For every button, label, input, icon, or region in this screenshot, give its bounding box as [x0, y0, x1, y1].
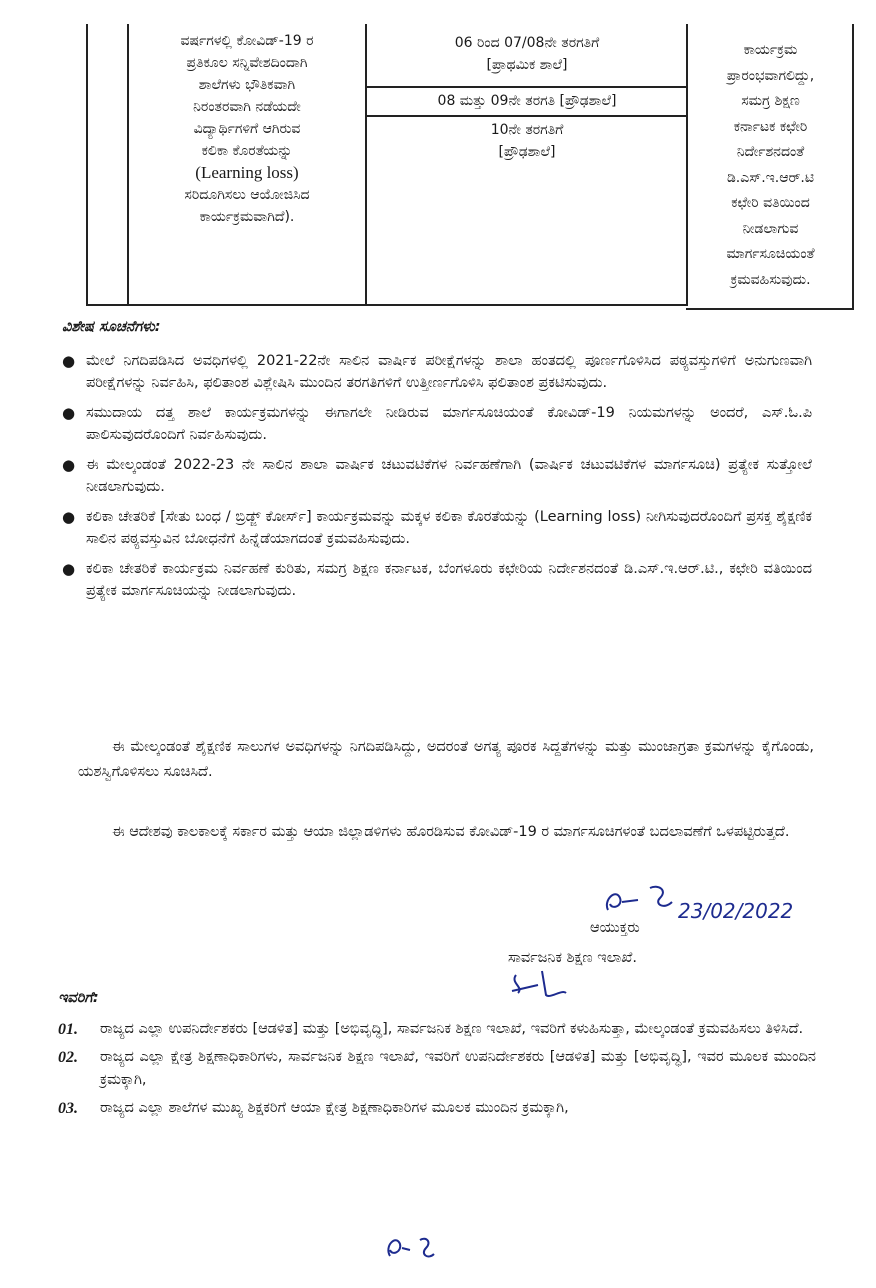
cell-line: ನೀಡಲಾಗುವ [742, 220, 799, 237]
list-item [58, 1097, 816, 1120]
bullet-icon: ● [62, 508, 76, 526]
table-cell-highschool-8-9 [368, 90, 686, 112]
list-item-text: ಸಮುದಾಯ ದತ್ತ ಶಾಲೆ ಕಾರ್ಯಕ್ರಮಗಳನ್ನು ಈಗಾಗಲೇ ನೀಡಿರುವ ಮಾರ್ಗಸೂಚಿಯಂತೆ ಕೋವಿಡ್-19 ನಿಯಮಗಳನ್ನು ಅಂದರೆ, ಎಸ್.ಓ.ಪಿ ಪಾಲಿಸುವುದರೊಂದಿಗೆ ನಿರ್ವಹಿಸುವುದು. [86, 405, 812, 443]
handwritten-signature [598, 880, 828, 923]
table-divider-2 [365, 24, 367, 304]
cell-line: ಶಾಲೆಗಳು ಭೌತಿಕವಾಗಿ [198, 77, 296, 93]
list-item [60, 506, 812, 550]
table-border-bottom [86, 304, 688, 306]
cell-line: (Learning loss) [195, 163, 299, 182]
cell-line: ಪ್ರತಿಕೂಲ ಸನ್ನಿವೇಶದಿಂದಾಗಿ [186, 55, 308, 71]
footer-initials [380, 1228, 440, 1268]
cell-line: ಮಾರ್ಗಸೂಚಿಯಂತೆ [726, 246, 815, 262]
signatory-department: ಸಾರ್ವಜನಿಕ ಶಿಕ್ಷಣ ಇಲಾಖೆ. [508, 950, 637, 966]
table-border-bottom-right [686, 308, 854, 310]
list-item [60, 558, 812, 602]
table-row-divider-2 [365, 115, 687, 117]
list-item-text: ಕಲಿಕಾ ಚೇತರಿಕೆ ಕಾರ್ಯಕ್ರಮ ನಿರ್ವಹಣೆ ಕುರಿತು, ಸಮಗ್ರ ಶಿಕ್ಷಣ ಕರ್ನಾಟಕ, ಬೆಂಗಳೂರು ಕಛೇರಿಯ ನಿರ್ದೇಶನದಂತೆ ಡಿ.ಎಸ್.ಇ.ಆರ್.ಟಿ., ಕಛೇರಿ ವತಿಯಿಂದ ಪ್ರತ್ಯೇಕ ಮಾರ್ಗಸೂಚಿಯನ್ನು ನೀಡಲಾಗುವುದು. [86, 561, 812, 599]
table-border-left [86, 24, 88, 304]
table-border-right [852, 24, 854, 309]
list-item [58, 1046, 816, 1092]
initials-scribble-icon [508, 965, 578, 1001]
cell-line: ಡಿ.ಎಸ್.ಇ.ಆರ್.ಟಿ [726, 169, 814, 186]
cell-line: ಪ್ರಾರಂಭವಾಗಲಿದ್ದು, [726, 67, 815, 84]
list-item [58, 1018, 816, 1041]
bullet-icon: ● [62, 560, 76, 578]
table-cell-primary [368, 32, 686, 76]
cell-line: [ಪ್ರೌಢಶಾಲೆ] [498, 144, 556, 160]
bullet-icon: ● [62, 404, 76, 422]
cell-line: ಕಛೇರಿ ವತಿಯಿಂದ [731, 195, 810, 211]
initials-mark [508, 965, 578, 1001]
list-item-text: ಕಲಿಕಾ ಚೇತರಿಕೆ [ಸೇತು ಬಂಧ / ಬ್ರಿಡ್ಜ್ ಕೋರ್ಸ್] ಕಾರ್ಯಕ್ರಮವನ್ನು ಮಕ್ಕಳ ಕಲಿಕಾ ಕೊರತೆಯನ್ನು (Learning loss) ನೀಗಿಸುವುದರೊಂದಿಗೆ ಪ್ರಸಕ್ತ ಶೈಕ್ಷಣಿಕ ಸಾಲಿನ ಪಠ್ಯವಸ್ತುವಿನ ಬೋಧನೆಗೆ ಹಿನ್ನೆಡೆಯಾಗದಂತೆ ಕ್ರಮವಹಿಸುವುದು. [86, 509, 812, 547]
special-instructions-list [60, 350, 812, 610]
recipients-list [58, 1018, 816, 1125]
schedule-table [86, 24, 854, 309]
order-note-paragraph: ಈ ಆದೇಶವು ಕಾಲಕಾಲಕ್ಕೆ ಸರ್ಕಾರ ಮತ್ತು ಆಯಾ ಜಿಲ್ಲಾಡಳಿಗಳು ಹೊರಡಿಸುವ ಕೋವಿಡ್-19 ರ ಮಾರ್ಗಸೂಚಿಗಳಂತೆ ಬದಲಾವಣೆಗೆ ಒಳಪಟ್ಟಿರುತ್ತದೆ. [112, 824, 790, 840]
cell-line: ಕಾರ್ಯಕ್ರಮ [743, 42, 798, 58]
instruction-paragraph: ಈ ಮೇಲ್ಕಂಡಂತೆ ಶೈಕ್ಷಣಿಕ ಸಾಲುಗಳ ಅವಧಿಗಳನ್ನು ನಿಗದಿಪಡಿಸಿದ್ದು, ಅದರಂತೆ ಅಗತ್ಯ ಪೂರಕ ಸಿದ್ದತೆಗಳನ್ನು ಮತ್ತು ಮುಂಜಾಗ್ರತಾ ಕ್ರಮಗಳನ್ನು ಕೈಗೊಂಡು, ಯಶಸ್ವಿಗೊಳಿಸಲು ಸೂಚಿಸಿದೆ. [78, 739, 814, 780]
list-item [60, 350, 812, 394]
list-item-text: ಈ ಮೇಲ್ಕಂಡಂತೆ 2022-23 ನೇ ಸಾಲಿನ ಶಾಲಾ ವಾರ್ಷಿಕ ಚಟುವಟಿಕೆಗಳ ನಿರ್ವಹಣೆಗಾಗಿ (ವಾರ್ಷಿಕ ಚಟುವಟಿಕೆಗಳ ಮಾರ್ಗಸೂಚಿ) ಪ್ರತ್ಯೇಕ ಸುತ್ತೋಲೆ ನೀಡಲಾಗುವುದು. [86, 457, 812, 495]
cell-line: [ಪ್ರಾಥಮಿಕ ಶಾಲೆ] [486, 57, 568, 73]
cell-line: ಕರ್ನಾಟಕ ಕಛೇರಿ [733, 118, 808, 135]
cell-line: 08 ಮತ್ತು 09ನೇ ತರಗತಿ [ಪ್ರೌಢಶಾಲೆ] [437, 93, 617, 109]
item-text: ರಾಜ್ಯದ ಎಲ್ಲಾ ಉಪನಿರ್ದೇಶಕರು [ಆಡಳಿತ] ಮತ್ತು [ಅಭಿವೃದ್ಧಿ], ಸಾರ್ವಜನಿಕ ಶಿಕ್ಷಣ ಇಲಾಖೆ, ಇವರಿಗೆ ಕಳುಹಿಸುತ್ತಾ, ಮೇಲ್ಕಂಡಂತೆ ಕ್ರಮವಹಿಸಲು ತಿಳಿಸಿದೆ. [100, 1021, 804, 1037]
table-cell-highschool-10 [368, 119, 686, 163]
bullet-icon: ● [62, 456, 76, 474]
table-cell-remarks [689, 38, 852, 293]
signatory-title: ಆಯುಕ್ತರು [590, 920, 640, 936]
bullet-icon: ● [62, 352, 76, 370]
cell-line: 06 ರಿಂದ 07/08ನೇ ತರಗತಿಗೆ [454, 35, 600, 51]
table-cell-description [130, 30, 364, 228]
recipients-heading: ಇವರಿಗೆ: [58, 990, 99, 1006]
cell-line: ಕಾರ್ಯಕ್ರಮವಾಗಿದೆ). [199, 209, 295, 225]
table-row-divider-1 [365, 86, 687, 88]
special-instructions-heading: ವಿಶೇಷ ಸೂಚನೆಗಳು: [62, 319, 161, 335]
cell-line: ನಿರ್ದೇಶನದಂತೆ [736, 144, 805, 160]
item-text: ರಾಜ್ಯದ ಎಲ್ಲಾ ಶಾಲೆಗಳ ಮುಖ್ಯ ಶಿಕ್ಷಕರಿಗೆ ಆಯಾ ಕ್ಷೇತ್ರ ಶಿಕ್ಷಣಾಧಿಕಾರಿಗಳ ಮೂಲಕ ಮುಂದಿನ ಕ್ರಮಕ್ಕಾಗಿ, [100, 1100, 569, 1116]
cell-line: 10ನೇ ತರಗತಿಗೆ [490, 122, 564, 138]
list-item [60, 402, 812, 446]
cell-line: ಸಮಗ್ರ ಶಿಕ್ಷಣ [741, 93, 800, 109]
cell-line: ವಿದ್ಯಾರ್ಥಿಗಳಿಗೆ ಆಗಿರುವ [193, 121, 301, 137]
cell-line: ಕ್ರಮವಹಿಸುವುದು. [730, 271, 811, 288]
item-number: 03. [58, 1100, 78, 1117]
cell-line: ಸರಿದೂಗಿಸಲು ಆಯೋಜಿಸಿದ [184, 187, 310, 203]
item-number: 01. [58, 1021, 78, 1038]
list-item-text: ಮೇಲೆ ನಿಗದಿಪಡಿಸಿದ ಅವಧಿಗಳಲ್ಲಿ 2021-22ನೇ ಸಾಲಿನ ವಾರ್ಷಿಕ ಪರೀಕ್ಷೆಗಳನ್ನು ಶಾಲಾ ಹಂತದಲ್ಲಿ ಪೂರ್ಣಗೊಳಿಸಿದ ಪಠ್ಯವಸ್ತುಗಳಿಗೆ ಅನುಗುಣವಾಗಿ ಪರೀಕ್ಷೆಗಳನ್ನು ನಿರ್ವಹಿಸಿ, ಫಲಿತಾಂಶ ವಿಶ್ಲೇಷಿಸಿ ಮುಂದಿನ ತರಗತಿಗಳಿಗೆ ಉತ್ತೀರ್ಣಗೊಳಿಸಿ ಫಲಿತಾಂಶ ಪ್ರಕಟಿಸುವುದು. [86, 353, 812, 391]
list-item [60, 454, 812, 498]
table-divider-3 [686, 24, 688, 306]
item-text: ರಾಜ್ಯದ ಎಲ್ಲಾ ಕ್ಷೇತ್ರ ಶಿಕ್ಷಣಾಧಿಕಾರಿಗಳು, ಸಾರ್ವಜನಿಕ ಶಿಕ್ಷಣ ಇಲಾಖೆ, ಇವರಿಗೆ ಉಪನಿರ್ದೇಶಕರು [ಆಡಳಿತ] ಮತ್ತು [ಅಭಿವೃದ್ಧಿ], ಇವರ ಮೂಲಕ ಮುಂದಿನ ಕ್ರಮಕ್ಕಾಗಿ, [100, 1049, 816, 1088]
item-number: 02. [58, 1049, 78, 1066]
cell-line: ಕಲಿಕಾ ಕೊರತೆಯನ್ನು [201, 143, 293, 159]
table-divider-1 [127, 24, 129, 304]
cell-line: ವರ್ಷಗಳಲ್ಲಿ ಕೋವಿಡ್-19 ರ [180, 33, 314, 49]
cell-line: ನಿರಂತರವಾಗಿ ನಡೆಯದೇ [193, 99, 301, 115]
signature-date: 23/02/2022 [678, 899, 794, 923]
footer-initials-scribble-icon [380, 1228, 440, 1268]
